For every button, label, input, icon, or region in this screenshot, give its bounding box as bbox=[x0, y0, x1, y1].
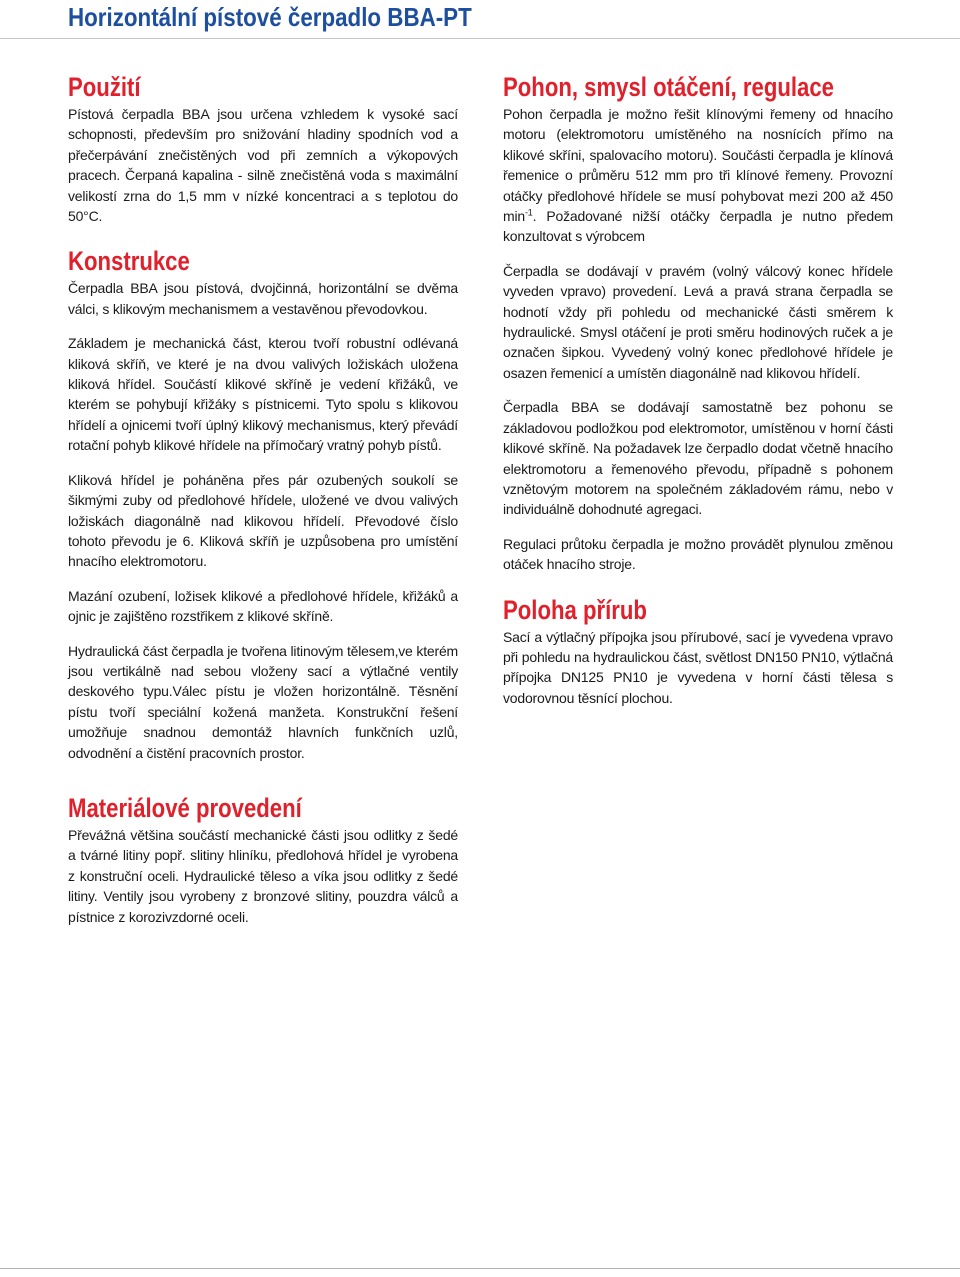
paragraph-text: Pohon čerpadla je možno řešit klínovými řemeny od hnacího motoru (elektromotoru umístěného na nosnících přímo na klikové skříni, spalovacího motoru). Součásti čerpadla je klínová řemenice o průměru 512 mm pro tři klínové řemeny. Provozní otáčky předlohové hřídele se musí pohybovat mezi 200 až 450 min bbox=[503, 106, 893, 225]
section-pohon bbox=[503, 70, 893, 575]
paragraph bbox=[503, 104, 893, 247]
paragraph-text: . Požadované nižší otáčky čerpadla je nutno předem konzultovat s výrobcem bbox=[503, 208, 893, 245]
paragraph: Regulaci průtoku čerpadla je možno provádět plynulou změnou otáček hnacího stroje. bbox=[503, 535, 893, 573]
section-heading-pouziti: Použití bbox=[68, 72, 141, 102]
section-heading-material: Materiálové provedení bbox=[68, 792, 302, 823]
superscript: -1 bbox=[524, 207, 533, 218]
paragraph: Mazání ozubení, ložisek klikové a předlohové hřídele, křižáků a ojnic je zajištěno rozstřikem z klikové skříně. bbox=[68, 587, 458, 625]
paragraph: Převážná většina součástí mechanické části jsou odlitky z šedé a tvárné litiny popř. slitiny hliníku, předlohová hřídel je vyrobena z konstruční oceli. Hydraulické těleso a víka jsou odlitky z šedé litiny. Ventily jsou vyrobeny z bronzové slitiny, pouzdra válců a pístnice z korozivzdorné oceli. bbox=[68, 826, 458, 925]
section-konstrukce bbox=[68, 244, 458, 763]
paragraph: Kliková hřídel je poháněna přes pár ozubených soukolí se šikmými zuby od předlohové hřídele, uložené ve dvou valivých ložiskách diagonálně nad klikovou hřídelí. Převodové číslo tohoto převodu je 6. Kliková skříň je uzpůsobena pro umístění hnacího elektromotoru. bbox=[68, 471, 458, 570]
paragraph: Základem je mechanická část, kterou tvoří robustní odlévaná kliková skříň, ve které je na dvou valivých ložiskách uložena kliková hřídel. Součástí klikové skříně je vedení křižáků, ve kterém se pohybují křižáky s pístnicemi. Tyto spolu s klikovou hřídelí a ojnicemi tvoří úplný klikový mechanismus, který převádí rotační pohyb klikové hřídele na přímočarý vratný pohyb pístů. bbox=[68, 335, 458, 454]
section-heading-pohon: Pohon, smysl otáčení, regulace bbox=[503, 72, 834, 102]
section-heading-konstrukce: Konstrukce bbox=[68, 246, 190, 277]
page-title: Horizontální pístové čerpadlo BBA-PT bbox=[68, 2, 472, 32]
section-pouziti bbox=[68, 70, 458, 226]
page-header bbox=[0, 0, 960, 39]
right-column bbox=[503, 70, 893, 722]
paragraph: Čerpadla se dodávají v pravém (volný válcový konec hřídele vyveden vpravo) provedení. Levá a pravá strana čerpadla se hodnotí vždy při pohledu od mechanické části směrem k hydraulické. Smysl otáčení je proti směru hodinových ruček a je označen šipkou. Vyvedený volný konec předlohové hřídele je osazen řemenicí a umístěn diagonálně nad klikovou hřídelí. bbox=[503, 262, 893, 381]
section-poloha-prirub bbox=[503, 593, 893, 709]
bottom-divider bbox=[0, 1268, 960, 1269]
paragraph: Sací a výtlačný přípojka jsou přírubové, sací je vyvedena vpravo při pohledu na hydraulickou část, světlost DN150 PN10, výtlačná přípojka DN125 PN10 je vyvedena v horní části tělesa s vodorovnou těsnící plochou. bbox=[503, 628, 893, 706]
paragraph: Pístová čerpadla BBA jsou určena vzhledem k vysoké sací schopnosti, především pro snižování hladiny spodních vod a přečerpávání znečistěných vod při zemních a výkopových pracech. Čerpaná kapalina - silně znečistěná voda s maximální velikostí zrna do 1,5 mm v nízké koncentraci a s teplotou do 50°C. bbox=[68, 106, 458, 225]
paragraph: Čerpadla BBA jsou pístová, dvojčinná, horizontální se dvěma válci, s klikovým mechanismem a vestavěnou převodovkou. bbox=[68, 280, 458, 317]
section-heading-poloha: Poloha přírub bbox=[503, 594, 647, 625]
left-column bbox=[68, 70, 458, 941]
paragraph: Čerpadla BBA se dodávají samostatně bez pohonu se základovou podložkou pod elektromotor, umístěnou v horní části klikové skříně. Na požadavek lze čerpadlo dodat včetně hnacího elektromotoru a řemenového převodu, případně s pohonem vznětovým motorem na společném základovém rámu, nebo v individuálně dohodnuté agregaci. bbox=[503, 399, 893, 518]
paragraph: Hydraulická část čerpadla je tvořena litinovým tělesem,ve kterém jsou vertikálně nad sebou vloženy sací a výtlačné ventily deskového typu.Válec pístu je vložen horizontálně. Těsnění pístu tvoří speciální kožená manžeta. Konstrukční řešení umožňuje snadnou demontáž hlavních funkčních uzlů, odvodnění a čistění pracovních prostor. bbox=[68, 642, 458, 761]
section-materialove-provedeni bbox=[68, 791, 458, 927]
